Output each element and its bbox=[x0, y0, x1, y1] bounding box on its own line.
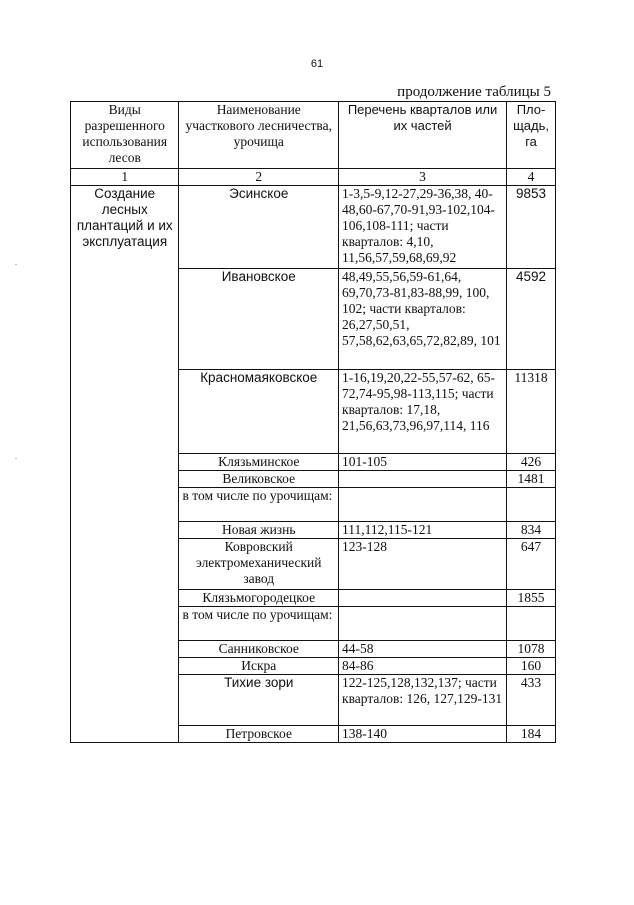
area-cell: 184 bbox=[507, 726, 556, 743]
area-cell: 834 bbox=[507, 522, 556, 539]
quarters-cell: 1-3,5-9,12-27,29-36,38, 40-48,60-67,70-91,93-102,104-106,108-111; части кварталов: 4,10, 11,56,57,59,68,69,92 bbox=[339, 186, 507, 269]
area-cell: 4592 bbox=[507, 269, 556, 370]
area-cell: 1855 bbox=[507, 590, 556, 607]
forestry-name: Эсинское bbox=[179, 186, 339, 269]
forestry-name: Великовское bbox=[179, 471, 339, 488]
tract-name: Искра bbox=[179, 658, 339, 675]
use-type-cell: Создание лесных плантаций и их эксплуатация bbox=[71, 186, 179, 743]
forestry-name: Красномаяковское bbox=[179, 370, 339, 454]
quarters-cell: 101-105 bbox=[339, 454, 507, 471]
empty-cell bbox=[339, 607, 507, 641]
empty-cell bbox=[339, 488, 507, 522]
tract-name: Новая жизнь bbox=[179, 522, 339, 539]
forestry-name: Клязьмогородецкое bbox=[179, 590, 339, 607]
quarters-cell bbox=[339, 590, 507, 607]
header-use-type: Виды разрешенного использования лесов bbox=[71, 102, 179, 169]
area-cell: 647 bbox=[507, 539, 556, 590]
area-cell: 433 bbox=[507, 675, 556, 726]
quarters-cell: 138-140 bbox=[339, 726, 507, 743]
tract-name: Тихие зори bbox=[179, 675, 339, 726]
column-number: 4 bbox=[507, 169, 556, 186]
column-number: 2 bbox=[179, 169, 339, 186]
subheader-cell: в том числе по урочищам: bbox=[179, 607, 339, 641]
quarters-cell: 123-128 bbox=[339, 539, 507, 590]
subheader-cell: в том числе по урочищам: bbox=[179, 488, 339, 522]
table-header-row bbox=[71, 102, 556, 169]
quarters-cell: 48,49,55,56,59-61,64, 69,70,73-81,83-88,99, 100, 102; части кварталов: 26,27,50,51, 57,58,62,63,65,72,82,89, 101 bbox=[339, 269, 507, 370]
area-cell: 1481 bbox=[507, 471, 556, 488]
margin-speck bbox=[15, 458, 17, 459]
margin-speck bbox=[15, 264, 17, 265]
quarters-cell: 111,112,115-121 bbox=[339, 522, 507, 539]
header-quarters: Перечень кварталов или их частей bbox=[339, 102, 507, 169]
area-cell: 1078 bbox=[507, 641, 556, 658]
page-number: 61 bbox=[310, 58, 324, 70]
quarters-cell bbox=[339, 471, 507, 488]
tract-name: Санниковское bbox=[179, 641, 339, 658]
header-forestry-name: Наименование участкового лесничества, урочища bbox=[179, 102, 339, 169]
table-row bbox=[71, 186, 556, 269]
quarters-cell: 84-86 bbox=[339, 658, 507, 675]
area-cell: 426 bbox=[507, 454, 556, 471]
tract-name: Петровское bbox=[179, 726, 339, 743]
empty-cell bbox=[507, 607, 556, 641]
column-number-row bbox=[71, 169, 556, 186]
forestry-name: Клязьминское bbox=[179, 454, 339, 471]
area-cell: 160 bbox=[507, 658, 556, 675]
header-area: Пло-щадь, га bbox=[507, 102, 556, 169]
column-number: 3 bbox=[339, 169, 507, 186]
area-cell: 11318 bbox=[507, 370, 556, 454]
empty-cell bbox=[507, 488, 556, 522]
continuation-label: продолжение таблицы 5 bbox=[397, 84, 551, 100]
column-number: 1 bbox=[71, 169, 179, 186]
area-cell: 9853 bbox=[507, 186, 556, 269]
quarters-cell: 122-125,128,132,137; части кварталов: 126, 127,129-131 bbox=[339, 675, 507, 726]
forestry-name: Ивановское bbox=[179, 269, 339, 370]
data-table bbox=[70, 101, 556, 743]
quarters-cell: 1-16,19,20,22-55,57-62, 65-72,74-95,98-113,115; части кварталов: 17,18, 21,56,63,73,96,97,114, 116 bbox=[339, 370, 507, 454]
quarters-cell: 44-58 bbox=[339, 641, 507, 658]
tract-name: Ковровский электромеханический завод bbox=[179, 539, 339, 590]
